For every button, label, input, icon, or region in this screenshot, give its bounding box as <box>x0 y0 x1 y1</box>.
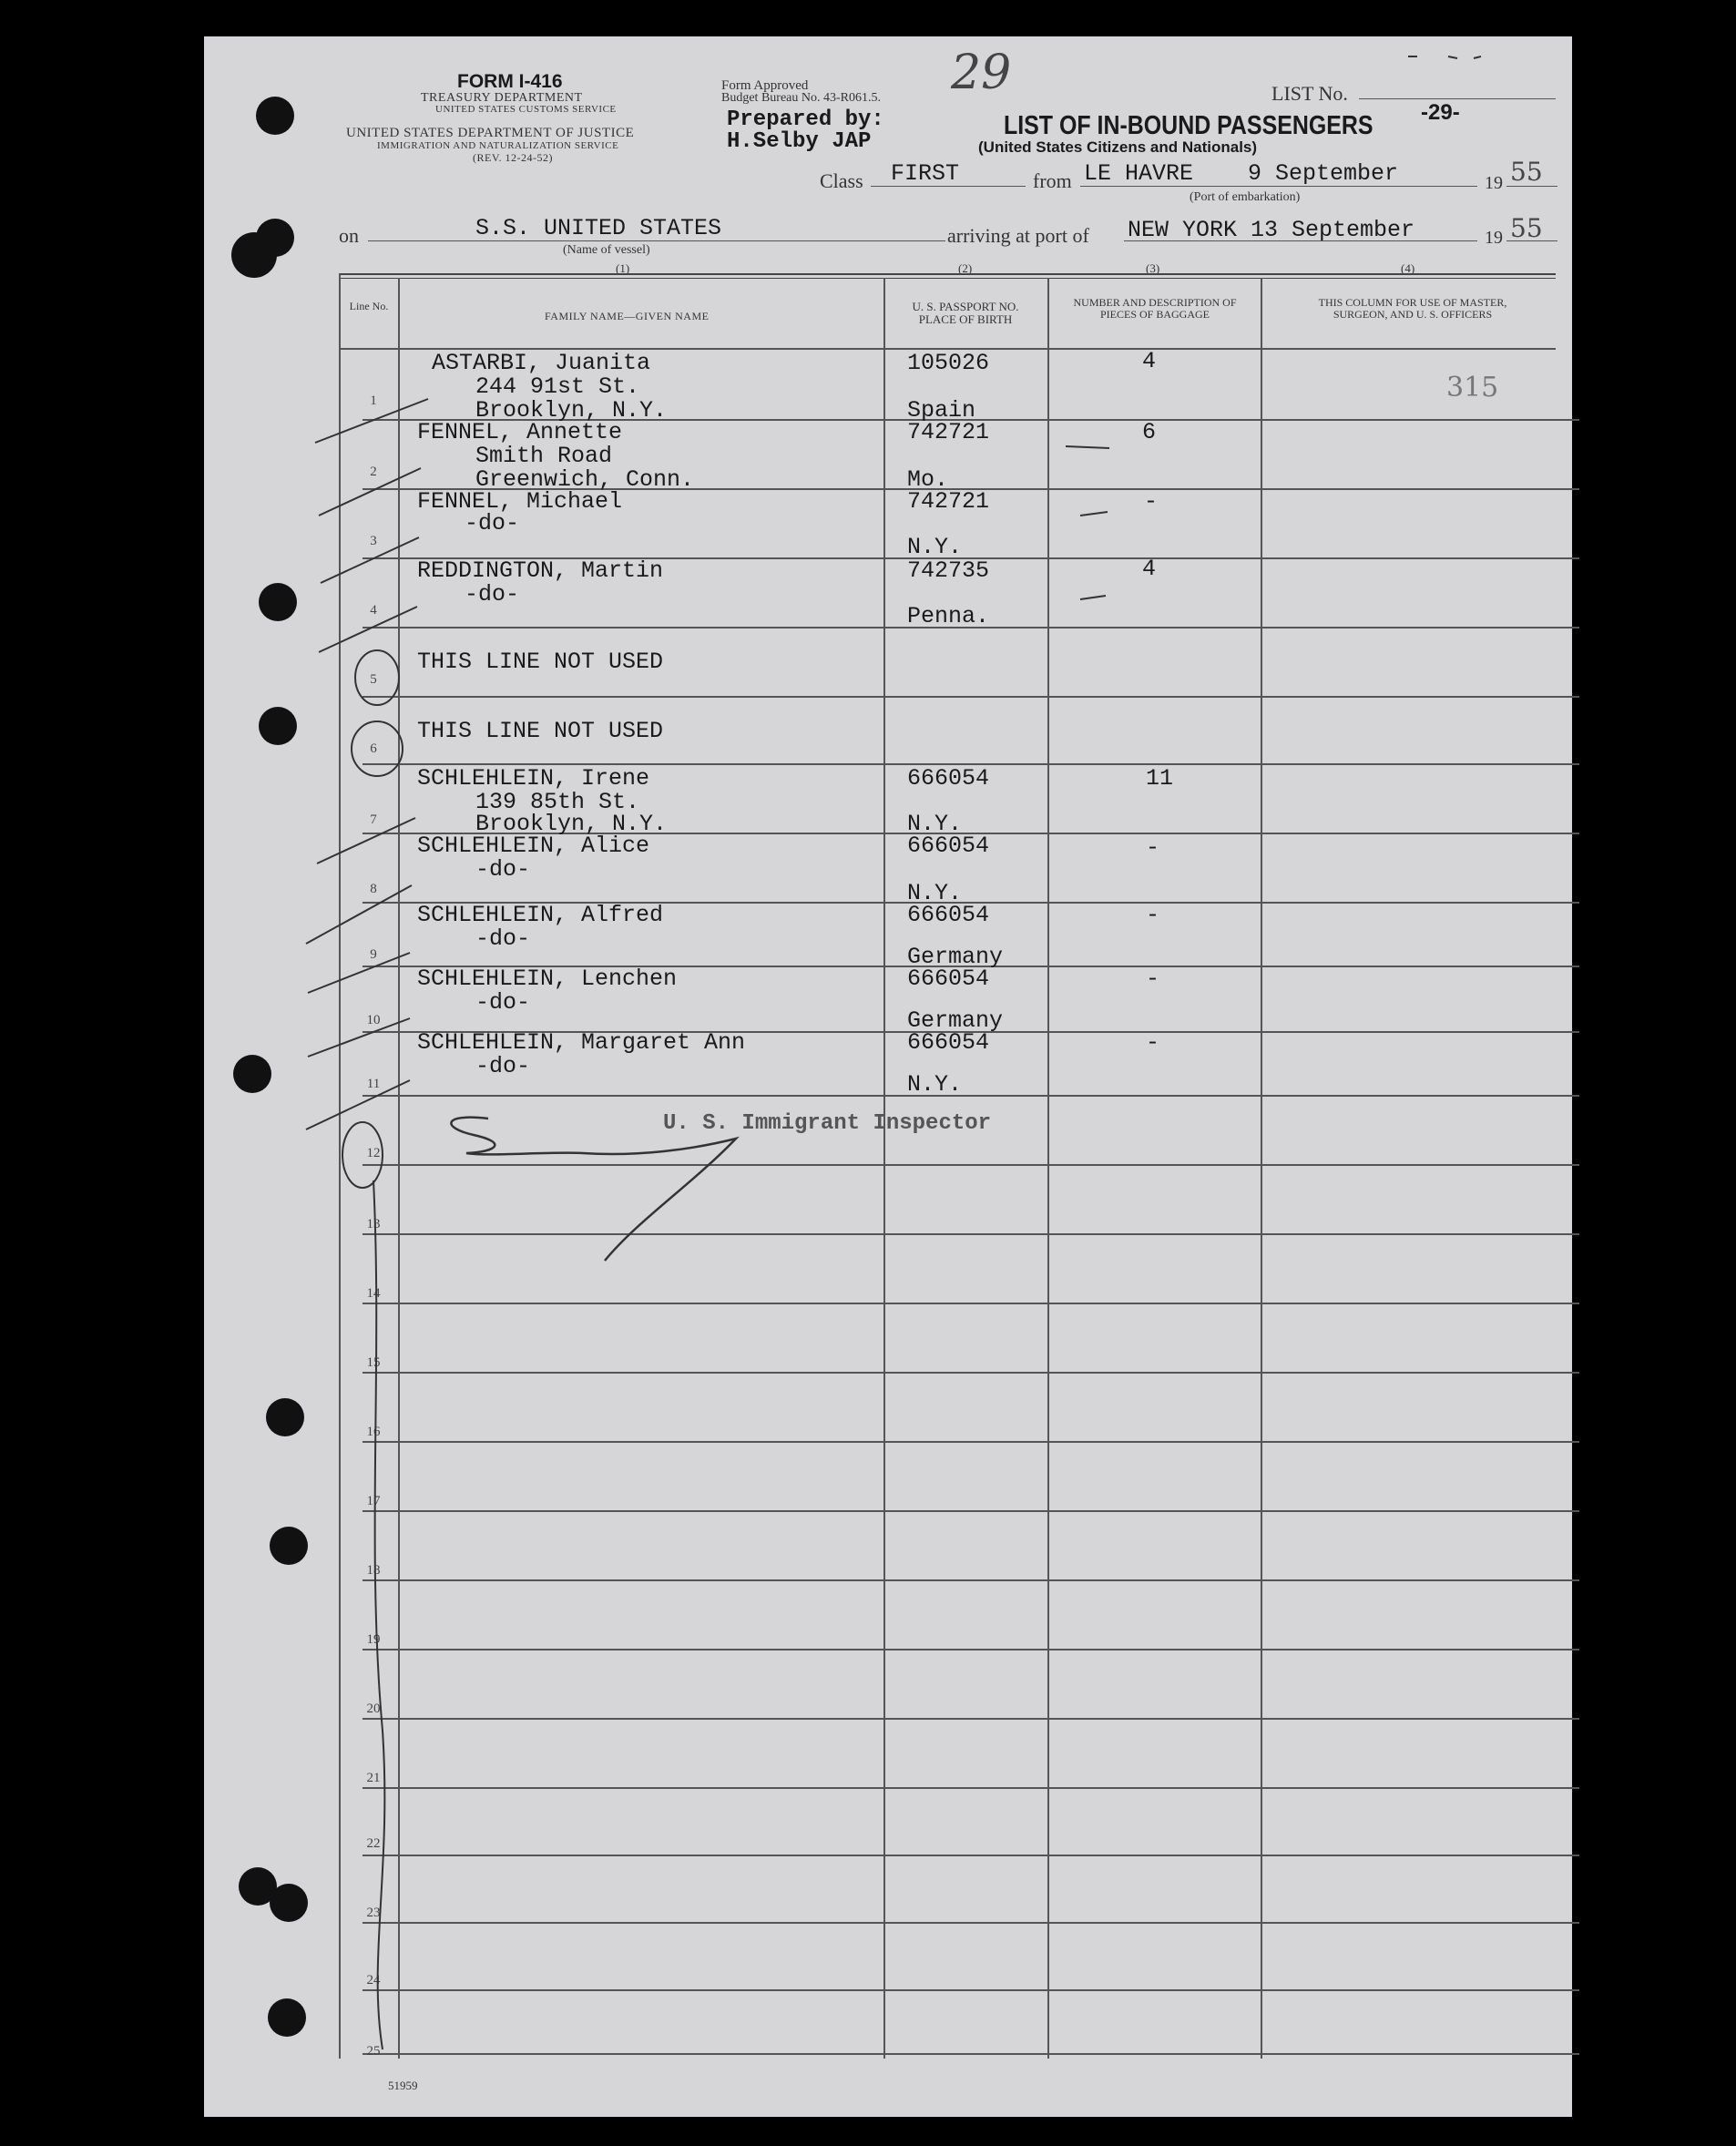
line-number: 11 <box>366 1077 381 1091</box>
passenger-address: Smith Road <box>475 443 613 469</box>
footer-code: 51959 <box>388 2079 418 2092</box>
from-year-prefix: 19 <box>1485 173 1503 193</box>
line-number: 3 <box>370 534 377 548</box>
passenger-address: -do- <box>475 1053 531 1079</box>
passenger-name: REDDINGTON, Martin <box>417 557 664 584</box>
passport-number: 666054 <box>907 833 990 859</box>
punch-hole <box>268 1998 306 2037</box>
passenger-address: 244 91st St. <box>475 373 640 400</box>
vessel-name: S.S. UNITED STATES <box>475 215 722 241</box>
form-approved: Form Approved <box>721 78 809 93</box>
officer-column-header: THIS COLUMN FOR USE OF MASTER, SURGEON, AND U. S. OFFICERS <box>1318 296 1507 321</box>
line-number: 18 <box>366 1563 381 1578</box>
punch-hole <box>259 583 297 621</box>
passenger-address: Brooklyn, N.Y. <box>475 397 668 424</box>
inspector-label: U. S. Immigrant Inspector <box>663 1111 992 1136</box>
line-number: 1 <box>370 393 377 408</box>
form-revision: (REV. 12-24-52) <box>473 151 553 164</box>
passenger-address: -do- <box>465 581 520 608</box>
line-number: 14 <box>366 1286 381 1301</box>
baggage-count: 4 <box>1142 556 1157 582</box>
punch-hole <box>266 1398 304 1436</box>
from-year: 55 <box>1510 157 1543 187</box>
list-no-value: -29- <box>1421 100 1460 125</box>
place-of-birth: Mo. <box>907 466 949 493</box>
place-of-birth: Spain <box>907 397 976 424</box>
line-number: 17 <box>366 1494 381 1508</box>
baggage-column-header: NUMBER AND DESCRIPTION OF PIECES OF BAGGAGE <box>1073 296 1237 321</box>
line-number: 20 <box>366 1701 381 1716</box>
arrival-year-prefix: 19 <box>1485 228 1503 248</box>
column-number-2: (2) <box>958 261 973 275</box>
department-of-justice: UNITED STATES DEPARTMENT OF JUSTICE <box>346 126 635 140</box>
passport-number: 742721 <box>907 419 990 445</box>
form-number: FORM I-416 <box>457 71 563 92</box>
punch-hole <box>259 707 297 745</box>
customs-service: UNITED STATES CUSTOMS SERVICE <box>435 104 617 115</box>
arrival-year: 55 <box>1510 213 1543 243</box>
from-label: from <box>1033 169 1072 192</box>
budget-bureau: Budget Bureau No. 43-R061.5. <box>721 91 881 105</box>
line-number: 25 <box>366 2044 381 2059</box>
unused-line-note: THIS LINE NOT USED <box>417 649 664 675</box>
handwritten-list-number: 29 <box>951 46 1012 100</box>
column-number-3: (3) <box>1146 261 1160 275</box>
passport-column-header: U. S. PASSPORT NO. PLACE OF BIRTH <box>912 300 1019 326</box>
place-of-birth: Penna. <box>907 603 990 629</box>
punch-hole <box>231 232 277 278</box>
passport-number: 666054 <box>907 1029 990 1056</box>
passenger-address: -do- <box>475 856 531 883</box>
passport-number: 105026 <box>907 350 990 376</box>
unused-line-note: THIS LINE NOT USED <box>417 718 664 744</box>
embarkation-caption: (Port of embarkation) <box>1190 190 1301 204</box>
place-of-birth: N.Y. <box>907 811 963 837</box>
line-number: 7 <box>370 812 377 827</box>
line-no-header: Line No. <box>349 300 389 312</box>
line-number: 23 <box>366 1906 381 1920</box>
prepared-by-name: H.Selby JAP <box>727 129 872 154</box>
passenger-name: FENNEL, Annette <box>417 419 623 445</box>
line-number: 10 <box>366 1013 381 1027</box>
arrival-value: NEW YORK 13 September <box>1128 217 1415 243</box>
passport-number: 666054 <box>907 765 990 792</box>
line-number: 22 <box>366 1836 381 1851</box>
column-number-4: (4) <box>1401 261 1415 275</box>
punch-hole <box>270 1884 308 1922</box>
line-number: 15 <box>366 1355 381 1370</box>
line-number: 8 <box>370 882 377 896</box>
line-number: 13 <box>366 1217 381 1231</box>
passenger-address: -do- <box>475 925 531 952</box>
place-of-birth: N.Y. <box>907 1071 963 1098</box>
passport-number: 742735 <box>907 557 990 584</box>
officer-note: 315 <box>1446 372 1499 404</box>
passenger-name: SCHLEHLEIN, Lenchen <box>417 966 678 992</box>
document-title: LIST OF IN-BOUND PASSENGERS <box>1004 111 1373 140</box>
line-number: 6 <box>370 741 377 756</box>
name-column-header: FAMILY NAME—GIVEN NAME <box>545 310 710 322</box>
place-of-birth: N.Y. <box>907 880 963 906</box>
line-number: 19 <box>366 1632 381 1647</box>
passport-number: 666054 <box>907 966 990 992</box>
line-number: 2 <box>370 465 377 479</box>
ins-service: IMMIGRATION AND NATURALIZATION SERVICE <box>377 140 619 151</box>
passenger-address: Greenwich, Conn. <box>475 466 695 493</box>
baggage-count: - <box>1144 488 1159 515</box>
passenger-address: -do- <box>475 989 531 1016</box>
passenger-address: -do- <box>465 510 520 536</box>
document-subtitle: (United States Citizens and Nationals) <box>978 138 1258 156</box>
vessel-caption: (Name of vessel) <box>563 243 650 257</box>
passenger-name: FENNEL, Michael <box>417 488 623 515</box>
line-number: 24 <box>366 1973 381 1988</box>
line-number: 9 <box>370 947 377 962</box>
passenger-name: SCHLEHLEIN, Alfred <box>417 902 664 928</box>
place-of-birth: N.Y. <box>907 534 963 560</box>
passenger-name: SCHLEHLEIN, Irene <box>417 765 650 792</box>
column-number-1: (1) <box>616 261 630 275</box>
passport-number: 742721 <box>907 488 990 515</box>
passport-number: 666054 <box>907 902 990 928</box>
baggage-count: 4 <box>1142 348 1157 374</box>
from-value: LE HAVRE 9 September <box>1084 160 1399 187</box>
passenger-name: SCHLEHLEIN, Alice <box>417 833 650 859</box>
line-number: 4 <box>370 603 377 618</box>
list-no-label: LIST No. <box>1271 82 1348 105</box>
place-of-birth: Germany <box>907 944 1004 970</box>
on-label: on <box>339 224 359 247</box>
class-label: Class <box>820 169 863 192</box>
arriving-label: arriving at port of <box>947 224 1089 247</box>
baggage-count: - <box>1146 902 1160 928</box>
passenger-address: 139 85th St. <box>475 789 640 815</box>
baggage-count: 6 <box>1142 419 1157 445</box>
passenger-name: ASTARBI, Juanita <box>432 350 651 376</box>
baggage-count: - <box>1146 1029 1160 1056</box>
baggage-count: - <box>1146 966 1160 992</box>
prepared-by-label: Prepared by: <box>727 107 884 132</box>
line-number: 16 <box>366 1425 381 1439</box>
punch-hole <box>233 1055 271 1093</box>
punch-hole <box>256 97 294 135</box>
line-number: 12 <box>366 1146 381 1160</box>
treasury-department: TREASURY DEPARTMENT <box>421 91 583 105</box>
baggage-count: 11 <box>1146 765 1174 792</box>
line-number: 5 <box>370 672 377 687</box>
line-number: 21 <box>366 1771 381 1785</box>
place-of-birth: Germany <box>907 1007 1004 1034</box>
passenger-address: Brooklyn, N.Y. <box>475 811 668 837</box>
passenger-name: SCHLEHLEIN, Margaret Ann <box>417 1029 746 1056</box>
punch-hole <box>270 1527 308 1565</box>
class-value: FIRST <box>891 160 960 187</box>
baggage-count: - <box>1146 834 1160 861</box>
